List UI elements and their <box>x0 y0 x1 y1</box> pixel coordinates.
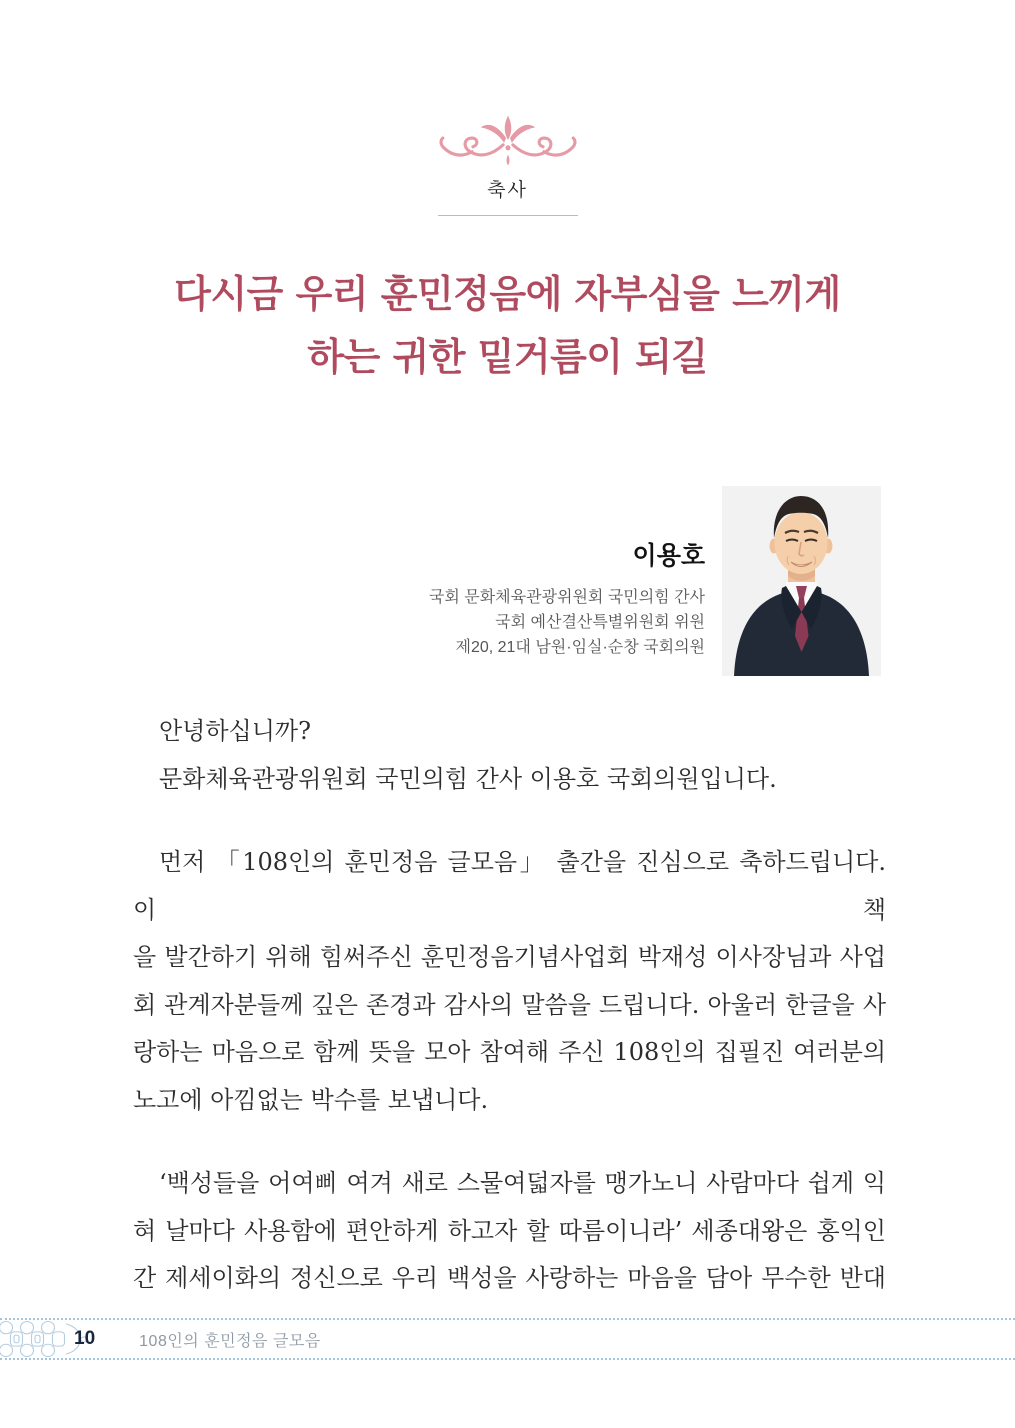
body-line: ‘백성들을 어여삐 여겨 새로 스물여덟자를 맹가노니 사람마다 쉽게 익 <box>159 1169 886 1197</box>
body-line: 먼저 「108인의 훈민정음 글모음」 출간을 진심으로 축하드립니다. 이 책 <box>133 848 886 924</box>
author-role-1: 국회 문화체육관광위원회 국민의힘 간사 <box>428 589 705 606</box>
title-line-2: 하는 귀한 밑거름이 되길 <box>307 334 708 379</box>
body-line-greeting: 안녕하십니까? <box>159 717 311 745</box>
paragraph-gap <box>133 803 886 839</box>
author-role-2: 국회 예산결산특별위원회 위원 <box>495 614 705 631</box>
body-line: 을 발간하기 위해 힘써주신 훈민정음기념사업회 박재성 이사장님과 사업 <box>133 943 886 971</box>
page-number: 10 <box>74 1328 96 1349</box>
title-line-1: 다시금 우리 훈민정음에 자부심을 느끼게 <box>174 271 841 316</box>
page-footer <box>0 1318 1015 1360</box>
body-line: 랑하는 마음으로 함께 뜻을 모아 참여해 주신 108인의 집필진 여러분의 <box>133 1038 886 1066</box>
paragraph-gap <box>133 1124 886 1160</box>
author-text <box>429 486 705 660</box>
author-photo <box>722 486 881 676</box>
page-title <box>40 262 975 388</box>
section-label: 축사 <box>487 180 528 201</box>
body-text <box>133 708 886 1303</box>
paragraph-thanks <box>133 839 886 1124</box>
body-line: 노고에 아낌없는 박수를 보냅니다. <box>133 1085 489 1114</box>
body-line: 혀 날마다 사용함에 편안하게 하고자 할 따름이니라’ 세종대왕은 홍익인 <box>133 1216 886 1245</box>
flourish-ornament-icon <box>435 112 581 168</box>
body-line-intro: 문화체육관광위원회 국민의힘 간사 이용호 국회의원입니다. <box>159 764 777 793</box>
page-header <box>0 0 1015 216</box>
author-block <box>133 486 881 676</box>
running-book-title: 108인의 훈민정음 글모음 <box>139 1332 321 1350</box>
body-line: 회 관계자분들께 깊은 존경과 감사의 말씀을 드립니다. 아울러 한글을 사 <box>133 990 886 1019</box>
paragraph-sejong <box>133 1160 886 1303</box>
author-name: 이용호 <box>632 542 705 570</box>
author-role-3: 제20, 21대 남원·임실·순창 국회의원 <box>455 639 705 656</box>
section-divider <box>438 215 578 216</box>
body-line: 간 제세이화의 정신으로 우리 백성을 사랑하는 마음을 담아 무수한 반대 <box>133 1264 886 1292</box>
